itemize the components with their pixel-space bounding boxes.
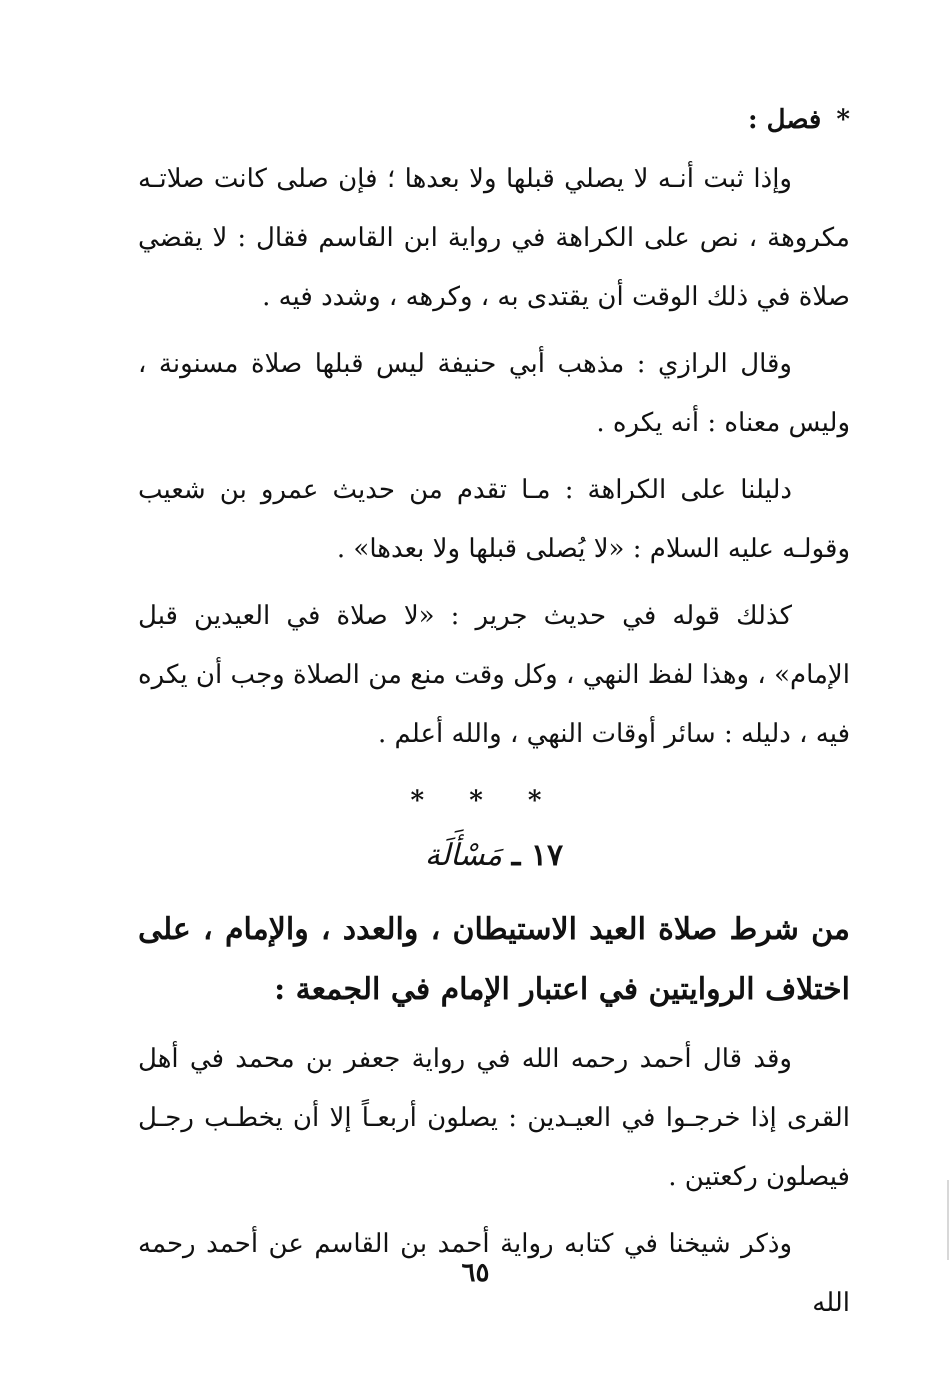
paragraph-shaykh: وذكر شيخنا في كتابه رواية أحمد بن القاسم عن أحمد رحمه الله <box>138 1229 850 1318</box>
paragraph-ahmad-qura: وقد قال أحمد رحمه الله في رواية جعفر بن محمد في أهل القرى إذا خرجـوا في العيـدين : يصلون أربعـاً إلا أن يخطـب رجـل فيصلون ركعتين . <box>138 1044 850 1192</box>
paragraph-karaha: وإذا ثبت أنـه لا يصلي قبلها ولا بعدها ؛ فإن صلى كانت صلاتـه مكروهة ، نص على الكراهة في رواية ابن القاسم فقال : لا يقضي صلاة في ذلك الوقت أن يقتدى به ، وكرهه ، وشدد فيه . <box>138 164 850 312</box>
section-heading <box>138 100 850 140</box>
masala-word: مَسْأَلَة <box>424 838 503 873</box>
section-heading-text: فصل : <box>748 105 822 135</box>
asterisk-marker: * <box>836 105 850 135</box>
page-body <box>138 100 850 1341</box>
page-number: ٦٥ <box>461 1258 490 1288</box>
issue-heading: من شرط صلاة العيد الاستيطان ، والعدد ، والإمام ، على اختلاف الروايتين في اعتبار الإمام في الجمعة : <box>138 912 850 1007</box>
paragraph-razi: وقال الرازي : مذهب أبي حنيفة ليس قبلها صلاة مسنونة ، وليس معناه : أنه يكره . <box>138 349 850 438</box>
masala-number: ١٧ ـ <box>511 838 564 873</box>
paragraph-jarir: كذلك قوله في حديث جرير : «لا صلاة في العيدين قبل الإمام» ، وهذا لفظ النهي ، وكل وقت منع من الصلاة وجب أن يكره فيه ، دليله : سائر أوقات النهي ، والله أعلم . <box>138 601 850 749</box>
masala-title <box>138 824 850 888</box>
paragraph-dalil: دليلنا على الكراهة : مـا تقدم من حديث عمرو بن شعيب وقولـه عليه السلام : «لا يُصلى قبلها ولا بعدها» . <box>138 475 850 564</box>
section-separator: * * * <box>410 786 560 816</box>
scan-edge-mark <box>947 1180 949 1260</box>
